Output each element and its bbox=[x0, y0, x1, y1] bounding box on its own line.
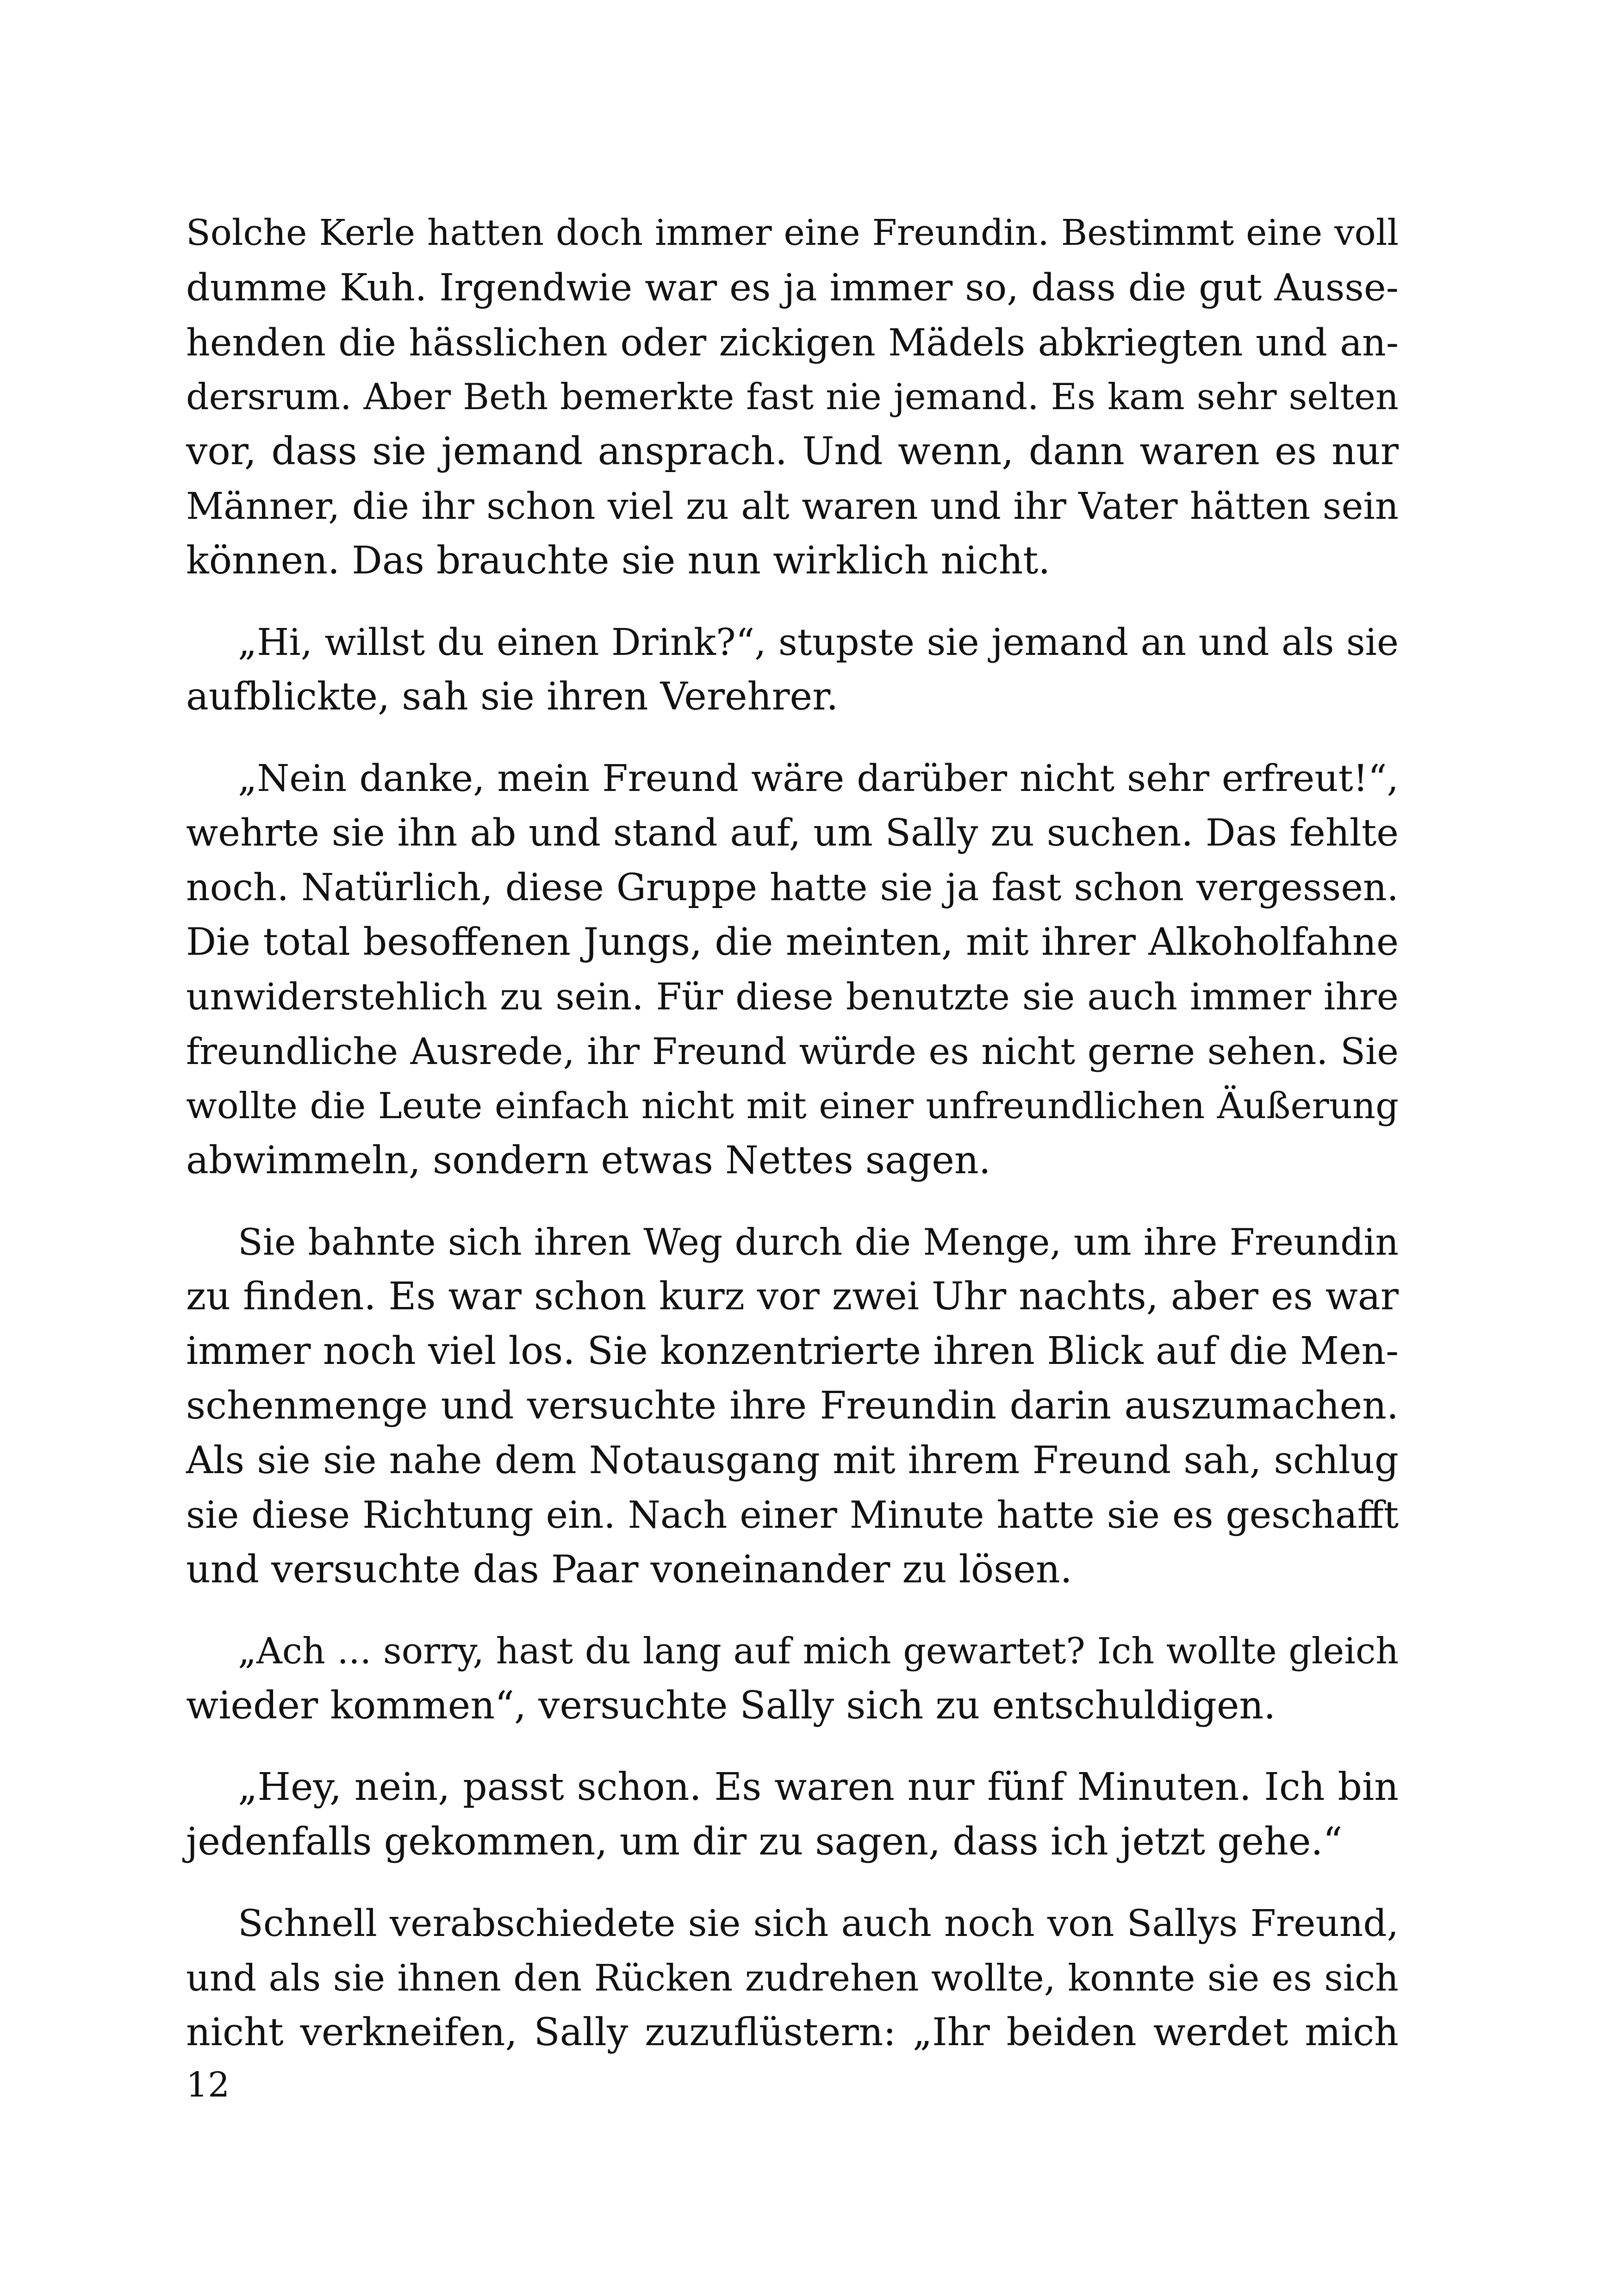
text-line: „Ach ... sorry, hast du lang auf mich gewartet? Ich wollte gleich bbox=[238, 1630, 1399, 1672]
text-line: nicht verkneifen, Sally zuzuflüstern: „Ihr beiden werdet mich bbox=[186, 2010, 1399, 2054]
text-line: „Nein danke, mein Freund wäre darüber nicht sehr erfreut!“, bbox=[238, 757, 1399, 800]
text-line: können. Das brauchte sie nun wirklich nicht. bbox=[186, 539, 1051, 583]
text-line: Die total besoffenen Jungs, die meinten, mit ihrer Alkoholfahne bbox=[186, 921, 1399, 964]
paragraph bbox=[186, 751, 1399, 1188]
text-line: Sie bahnte sich ihren Weg durch die Menge, um ihre Freundin bbox=[238, 1221, 1399, 1263]
paragraph bbox=[186, 1215, 1399, 1597]
text-line: noch. Natürlich, diese Gruppe hatte sie ja fast schon vergessen. bbox=[186, 866, 1399, 909]
text-line: wollte die Leute einfach nicht mit einer unfreundlichen Äußerung bbox=[186, 1085, 1399, 1127]
paragraph bbox=[186, 615, 1399, 724]
text-line: dersrum. Aber Beth bemerkte fast nie jemand. Es kam sehr selten bbox=[186, 376, 1399, 418]
text-line: wieder kommen“, versuchte Sally sich zu entschuldigen. bbox=[186, 1684, 1276, 1728]
text-line: Solche Kerle hatten doch immer eine Freundin. Bestimmt eine voll bbox=[186, 212, 1399, 254]
text-line: und versuchte das Paar voneinander zu lösen. bbox=[186, 1548, 1072, 1592]
text-line: Männer, die ihr schon viel zu alt waren und ihr Vater hätten sein bbox=[186, 485, 1399, 528]
text-line: und als sie ihnen den Rücken zudrehen wollte, konnte sie es sich bbox=[186, 1957, 1399, 1999]
text-line: „Hey, nein, passt schon. Es waren nur fünf Minuten. Ich bin bbox=[238, 1765, 1399, 1809]
text-line: henden die hässlichen oder zickigen Mädels abkriegten und an- bbox=[186, 321, 1399, 364]
text-line: jedenfalls gekommen, um dir zu sagen, dass ich jetzt gehe.“ bbox=[186, 1820, 1343, 1864]
text-line: schenmenge und versuchte ihre Freundin darin auszumachen. bbox=[186, 1384, 1399, 1428]
text-line: abwimmeln, sondern etwas Nettes sagen. bbox=[186, 1139, 991, 1182]
text-line: immer noch viel los. Sie konzentrierte ihren Blick auf die Men- bbox=[186, 1329, 1399, 1373]
body-text bbox=[186, 206, 1399, 2087]
text-line: Als sie sie nahe dem Notausgang mit ihrem Freund sah, schlug bbox=[186, 1439, 1399, 1482]
text-line: dumme Kuh. Irgendwie war es ja immer so, dass die gut Ausse- bbox=[186, 266, 1399, 310]
page-number: 12 bbox=[186, 2065, 230, 2105]
text-line: „Hi, willst du einen Drink?“, stupste sie jemand an und als sie bbox=[238, 621, 1399, 664]
text-line: wehrte sie ihn ab und stand auf, um Sally zu suchen. Das fehlte bbox=[186, 811, 1399, 855]
paragraph bbox=[186, 206, 1399, 588]
paragraph bbox=[186, 1760, 1399, 1869]
text-line: vor, dass sie jemand ansprach. Und wenn, dann waren es nur bbox=[186, 429, 1399, 473]
text-line: Schnell verabschiedete sie sich auch noch von Sallys Freund, bbox=[238, 1902, 1399, 1945]
text-line: sie diese Richtung ein. Nach einer Minute hatte sie es geschafft bbox=[186, 1493, 1399, 1537]
text-line: aufblickte, sah sie ihren Verehrer. bbox=[186, 675, 839, 719]
paragraph bbox=[186, 1896, 1399, 2060]
text-line: unwiderstehlich zu sein. Für diese benutzte sie auch immer ihre bbox=[186, 975, 1399, 1018]
text-line: freundliche Ausrede, ihr Freund würde es nicht gerne sehen. Sie bbox=[186, 1030, 1399, 1073]
paragraph bbox=[186, 1624, 1399, 1733]
text-line: zu finden. Es war schon kurz vor zwei Uhr nachts, aber es war bbox=[186, 1275, 1399, 1319]
